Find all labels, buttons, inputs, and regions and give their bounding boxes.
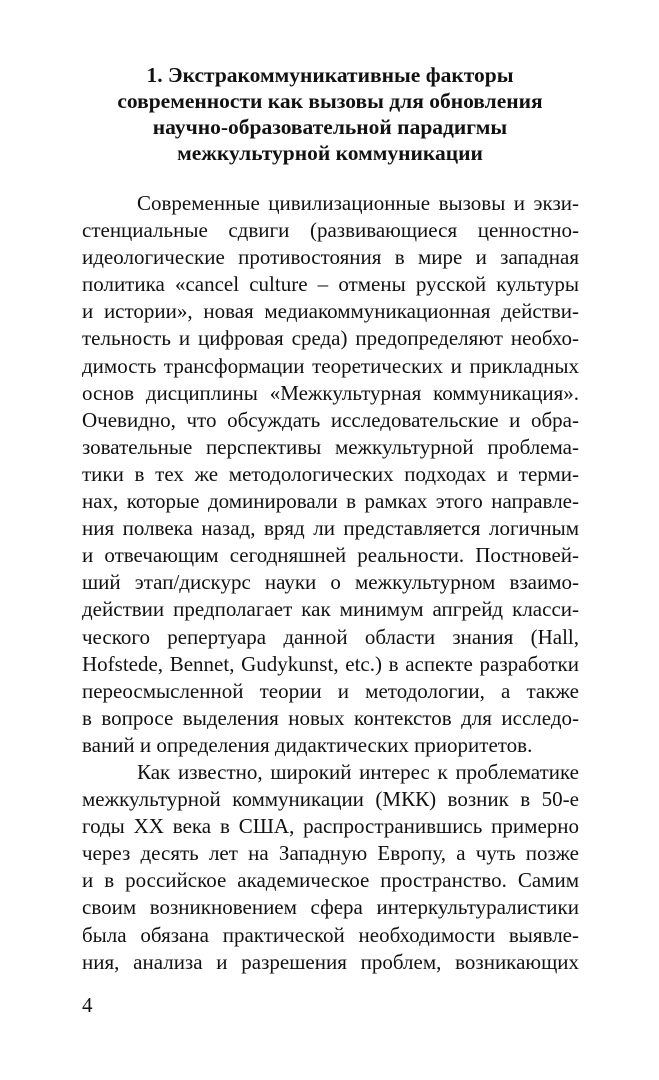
text-line: тельность и цифровая среда) предопределяют необхо- <box>82 326 579 351</box>
heading-line: современности как вызовы для обновления <box>117 89 543 113</box>
text-line: зовательные перспективы межкультурной проблема- <box>82 434 579 459</box>
text-line: действии предполагает как минимум апгрейд класси- <box>82 597 579 622</box>
heading-line: межкультурной коммуникации <box>177 141 483 165</box>
text-line: и истории», новая медиакоммуникационная действи- <box>82 299 579 324</box>
text-line: основ дисциплины «Межкультурная коммуникация». <box>82 380 579 405</box>
text-line: ния полвека назад, вряд ли представляется логичным <box>82 516 579 541</box>
text-line: ваний и определения дидактических приоритетов. <box>82 732 533 757</box>
text-line: Как известно, широкий интерес к проблематике <box>137 759 579 784</box>
text-line: стенциальные сдвиги (развивающиеся ценностно- <box>82 218 579 243</box>
text-line: своим возникновением сфера интеркультуралистики <box>82 895 579 920</box>
text-line: через десять лет на Западную Европу, а чуть позже <box>82 841 579 866</box>
text-line: Очевидно, что обсуждать исследовательские и обра- <box>82 407 579 432</box>
text-line: ния, анализа и разрешения проблем, возникающих <box>82 949 579 974</box>
text-line: была обязана практической необходимости выявле- <box>82 922 579 947</box>
text-line: годы XX века в США, распространившись примерно <box>82 814 579 839</box>
text-line: и в российское академическое пространство. Самим <box>82 868 579 893</box>
paragraph-1 <box>82 190 579 759</box>
section-heading <box>80 62 580 166</box>
paragraph-2 <box>82 759 579 976</box>
text-line: Hofstede, Bennet, Gudykunst, etc.) в аспекте разработки <box>82 651 579 676</box>
text-line: тики в тех же методологических подходах и терми- <box>82 461 579 486</box>
text-line: ческого репертуара данной области знания (Hall, <box>82 624 579 649</box>
text-line: Современные цивилизационные вызовы и экзи- <box>137 191 579 215</box>
text-line: и отвечающим сегодняшней реальности. Постновей- <box>82 543 579 568</box>
text-line: нах, которые доминировали в рамках этого направле- <box>82 489 579 514</box>
text-line: идеологические противостояния в мире и западная <box>82 245 579 270</box>
heading-line: научно-образовательной парадигмы <box>152 115 508 139</box>
text-line: политика «cancel culture – отмены русской культуры <box>82 272 579 297</box>
text-line: ший этап/дискурс науки о межкультурном взаимо- <box>82 570 579 595</box>
text-line: в вопросе выделения новых контекстов для исследо- <box>82 705 579 730</box>
page-number: 4 <box>82 993 93 1017</box>
text-line: межкультурной коммуникации (МКК) возник в 50-е <box>82 787 579 812</box>
body-text <box>82 190 579 976</box>
text-line: димость трансформации теоретических и прикладных <box>82 353 579 378</box>
heading-line: 1. Экстракоммуникативные факторы <box>146 63 514 87</box>
text-line: переосмысленной теории и методологии, а также <box>82 678 579 703</box>
